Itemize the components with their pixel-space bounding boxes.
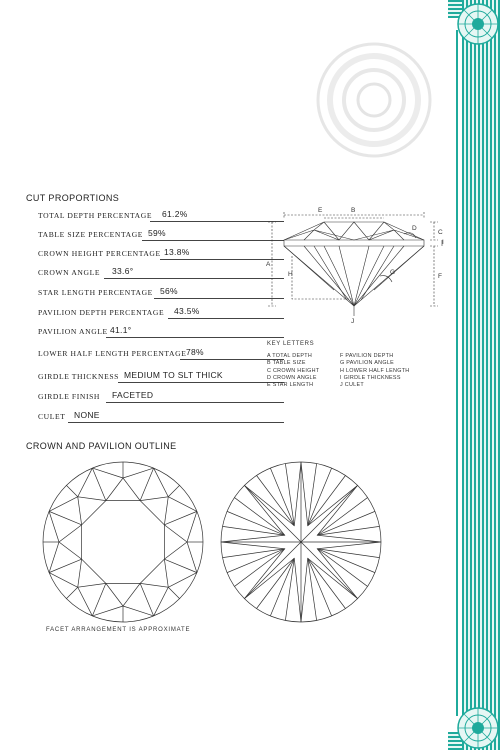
row-label: CROWN ANGLE bbox=[38, 268, 101, 277]
key-item: F PAVILION DEPTH bbox=[340, 353, 394, 359]
pavilion-lower-half bbox=[317, 526, 379, 535]
pavilion-lower-half bbox=[227, 549, 285, 573]
crown-half-edge bbox=[168, 497, 197, 512]
pavilion-lower-half bbox=[223, 526, 285, 535]
key-item: H LOWER HALF LENGTH bbox=[340, 367, 410, 374]
crown-kite-edge bbox=[49, 511, 82, 524]
fill-line bbox=[106, 402, 284, 403]
diamond-profile-diagram bbox=[262, 204, 448, 326]
diagram-letter-c: C bbox=[438, 229, 443, 236]
pavilion-lower-half bbox=[308, 558, 332, 616]
crown-half-edge bbox=[187, 542, 197, 573]
key-item: G PAVILION ANGLE bbox=[340, 360, 395, 367]
diagram-letter-f: F bbox=[438, 273, 442, 280]
key-item: J CULET bbox=[340, 382, 364, 389]
row-value: FACETED bbox=[112, 390, 154, 400]
row-value: 78% bbox=[186, 347, 204, 357]
crown-half-edge bbox=[49, 497, 78, 512]
row-label: CULET bbox=[38, 412, 66, 421]
facet-caption: FACET ARRANGEMENT IS APPROXIMATE bbox=[46, 627, 191, 633]
row-label: STAR LENGTH PERCENTAGE bbox=[38, 288, 153, 297]
pavilion-lower-half bbox=[270, 558, 294, 616]
pavilion-outline-diagram bbox=[214, 460, 384, 624]
crown-half-edge bbox=[49, 542, 59, 573]
crown-kite-edge bbox=[92, 468, 105, 501]
row-value: 33.6° bbox=[112, 266, 134, 276]
row-value: 56% bbox=[160, 286, 178, 296]
crown-table bbox=[82, 501, 165, 584]
key-letters-right bbox=[340, 353, 410, 389]
diagram-letter-j: J bbox=[351, 318, 355, 325]
key-item: C CROWN HEIGHT bbox=[267, 367, 320, 374]
crown-half-edge bbox=[66, 485, 77, 496]
diagram-letter-i: I bbox=[442, 239, 444, 246]
cut-proportions-title: CUT PROPORTIONS bbox=[26, 193, 120, 203]
crown-star-facet bbox=[106, 583, 140, 606]
diagram-letter-e: E bbox=[318, 207, 323, 214]
row-label: GIRDLE THICKNESS bbox=[38, 372, 119, 381]
key-item: E STAR LENGTH bbox=[267, 382, 314, 389]
crown-kite-edge bbox=[140, 583, 153, 616]
crown-kite-edge bbox=[92, 583, 105, 616]
crown-outline-diagram bbox=[28, 460, 218, 624]
pavilion-lower-half bbox=[308, 468, 332, 526]
crown-kite-edge bbox=[164, 559, 197, 572]
crown-half-edge bbox=[123, 606, 154, 616]
crown-star-facet bbox=[164, 525, 187, 559]
diagram-letter-b: B bbox=[351, 207, 356, 214]
row-label: PAVILION DEPTH PERCENTAGE bbox=[38, 308, 165, 317]
pavilion-lower-half bbox=[285, 464, 294, 526]
key-letters-left bbox=[267, 353, 319, 389]
crown-half-edge bbox=[123, 468, 154, 478]
crown-half-edge bbox=[49, 511, 59, 542]
pavilion-lower-half bbox=[227, 511, 285, 535]
row-value: NONE bbox=[74, 410, 100, 420]
crown-kite-edge bbox=[140, 468, 153, 501]
row-label: LOWER HALF LENGTH PERCENTAGE bbox=[38, 349, 187, 358]
diagram-letter-g: G bbox=[390, 269, 396, 276]
pavilion-lower-half bbox=[317, 511, 375, 535]
crown-kite-edge bbox=[164, 511, 197, 524]
pavilion-lower-half bbox=[308, 464, 317, 526]
row-label: PAVILION ANGLE bbox=[38, 327, 108, 336]
corner-rosette-icon bbox=[456, 2, 500, 46]
row-value: 13.8% bbox=[164, 247, 190, 257]
row-value: 41.1° bbox=[110, 325, 132, 335]
row-label: GIRDLE FINISH bbox=[38, 392, 101, 401]
row-label: CROWN HEIGHT PERCENTAGE bbox=[38, 249, 161, 258]
row-value: 59% bbox=[148, 228, 166, 238]
crown-star-facet bbox=[140, 497, 168, 525]
fill-line bbox=[68, 422, 284, 423]
border-rule bbox=[456, 30, 458, 716]
crown-half-edge bbox=[154, 468, 169, 497]
key-item: D CROWN ANGLE bbox=[267, 374, 317, 381]
pavilion-lower-half bbox=[223, 549, 285, 558]
fill-line bbox=[104, 278, 284, 279]
diagram-letter-d: D bbox=[412, 225, 417, 232]
row-value: 43.5% bbox=[174, 306, 200, 316]
crown-half-edge bbox=[78, 468, 93, 497]
crown-half-edge bbox=[168, 573, 197, 588]
crown-half-edge bbox=[78, 587, 93, 616]
crown-star-facet bbox=[140, 559, 168, 587]
pavilion-lower-half bbox=[285, 558, 294, 620]
crown-half-edge bbox=[168, 485, 179, 496]
pavilion-lower-half bbox=[308, 558, 317, 620]
fill-line bbox=[118, 382, 284, 383]
outline-title: CROWN AND PAVILION OUTLINE bbox=[26, 441, 177, 451]
diagram-letter-a: A bbox=[266, 261, 271, 268]
row-value: MEDIUM TO SLT THICK bbox=[124, 370, 223, 380]
key-letters-title: KEY LETTERS bbox=[267, 341, 315, 347]
key-item: I GIRDLE THICKNESS bbox=[340, 374, 401, 381]
crown-half-edge bbox=[168, 587, 179, 598]
fill-line bbox=[106, 337, 284, 338]
crown-half-edge bbox=[154, 587, 169, 616]
diagram-letter-h: H bbox=[288, 271, 293, 278]
crown-half-edge bbox=[92, 606, 123, 616]
corner-rosette-icon bbox=[456, 706, 500, 750]
crown-kite-edge bbox=[49, 559, 82, 572]
embossed-seal-icon bbox=[314, 40, 434, 160]
pavilion-lower-half bbox=[317, 549, 379, 558]
key-item: A TOTAL DEPTH bbox=[267, 353, 313, 359]
key-item: B TABLE SIZE bbox=[267, 360, 306, 367]
row-label: TOTAL DEPTH PERCENTAGE bbox=[38, 211, 153, 220]
row-label: TABLE SIZE PERCENTAGE bbox=[38, 230, 144, 239]
row-value: 61.2% bbox=[162, 209, 188, 219]
pavilion-lower-half bbox=[317, 549, 375, 573]
ornamental-border bbox=[462, 0, 500, 750]
crown-half-edge bbox=[187, 511, 197, 542]
crown-star-facet bbox=[78, 497, 106, 525]
crown-star-facet bbox=[106, 478, 140, 501]
pavilion-lower-half bbox=[270, 468, 294, 526]
crown-star-facet bbox=[59, 525, 82, 559]
crown-star-facet bbox=[78, 559, 106, 587]
crown-half-edge bbox=[92, 468, 123, 478]
crown-half-edge bbox=[66, 587, 77, 598]
crown-half-edge bbox=[49, 573, 78, 588]
